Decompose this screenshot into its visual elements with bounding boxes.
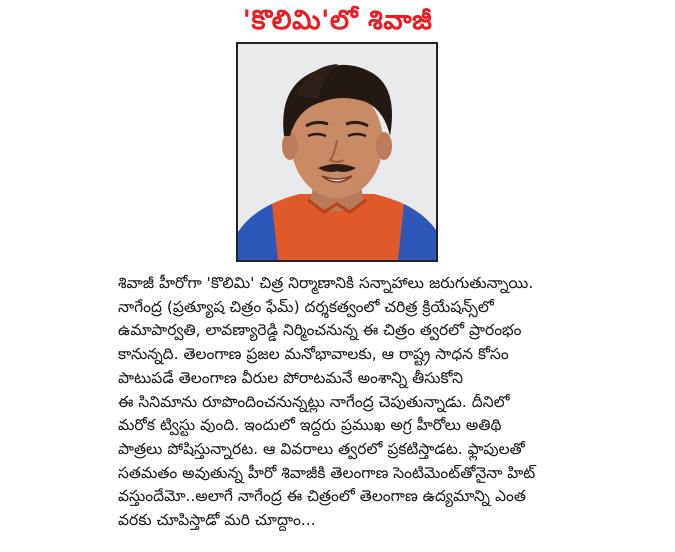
article-line: వస్తుందేమో..అలాగే నాగేంద్ర ఈ చిత్రంలో తెలంగాణ ఉద్యమాన్ని ఎంత: [118, 487, 526, 506]
article-line: పాత్రలు పోషిస్తున్నారట. ఆ వివరాలు త్వరలో ప్రకటిస్తాడట. ఫ్లాపులతో: [118, 439, 525, 458]
right-ear-shape: [376, 132, 392, 160]
article-line: సతమతం అవుతున్న హీరో శివాజీకి తెలంగాణ సెంటిమెంట్‌తోనైనా హిట్: [118, 463, 536, 482]
left-ear-shape: [282, 132, 298, 160]
article-line: మరోక ట్విస్టు వుంది. ఇందులో ఇద్దరు ప్రముఖ అగ్ర హీరోలు అతిథి: [118, 416, 502, 435]
actor-portrait-illustration: [238, 44, 436, 260]
article-line: ఈ సినిమాను రూపొందించనున్నట్లు నాగేంద్ర చెపుతున్నాడు. దీనిలో: [118, 392, 510, 411]
actor-photo: [236, 42, 438, 262]
article-body: [118, 272, 580, 533]
article-line: పాటుపడే తెలంగాణ వీరుల పోరాటమనే అంశాన్ని తీసుకోని: [118, 368, 463, 387]
article-line: శివాజీ హీరోగా 'కొలిమి' చిత్ర నిర్మాణానికి సన్నాహాలు జరుగుతున్నాయి.: [118, 274, 534, 292]
article-line: కానున్నది. తెలంగాణ ప్రజల మనోభావాలకు, ఆ రాష్ట్ర సాధన కోసం: [118, 345, 509, 364]
headline: 'కొలిమి'లో శివాజీ: [242, 5, 433, 36]
article-line: నాగేంద్ర (ప్రత్యూష చిత్రం ఫేమ్) దర్శకత్వంలో చరిత్ర క్రియేషన్స్‌లో: [118, 297, 494, 316]
article-line: ఉమాపార్వతి, లావణ్యారెడ్డి నిర్మించనున్న ఈ చిత్రం త్వరలో ప్రారంభం: [118, 321, 522, 340]
article-line: వరకు చూపిస్తాడో మరి చూద్దాం...: [118, 511, 316, 530]
